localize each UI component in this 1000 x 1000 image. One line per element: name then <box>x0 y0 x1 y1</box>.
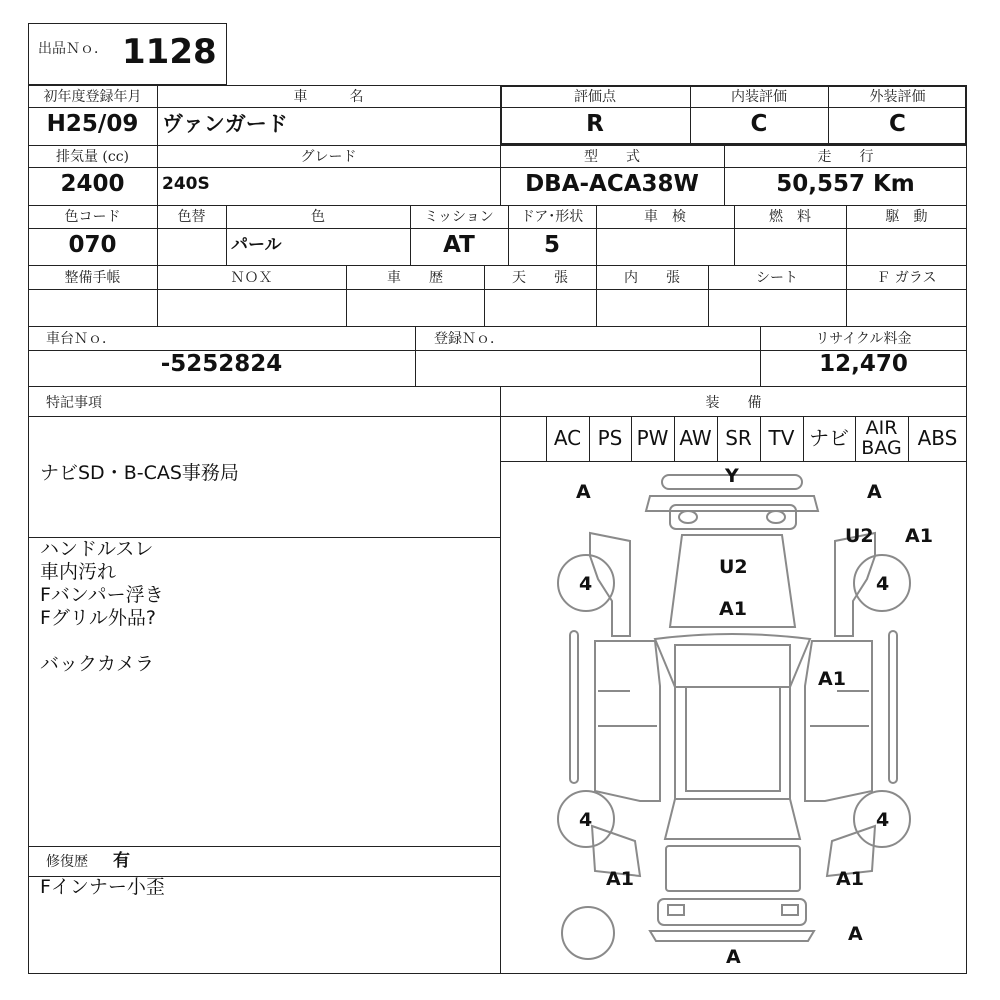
color-label: 色 <box>311 209 325 225</box>
equipment-airbag-line1: AIR <box>865 417 898 439</box>
model-label: 型 式 <box>584 149 640 165</box>
equipment-sr: SR <box>725 426 752 450</box>
door-shape-value: 5 <box>543 232 560 258</box>
equipment-airbag <box>855 418 908 458</box>
damage-hood-a1: A1 <box>719 598 747 620</box>
door-shape-label: ドア･形状 <box>520 209 584 225</box>
grade-label: グレード <box>300 149 357 165</box>
exterior-label: 外装評価 <box>869 89 926 105</box>
ceiling-label: 天 張 <box>512 270 568 286</box>
color-value: パール <box>231 235 282 255</box>
equipment-tv: TV <box>768 426 795 450</box>
score-value: R <box>586 111 604 137</box>
seat-label: シート <box>756 270 798 286</box>
maintenance-book-label: 整備手帳 <box>64 270 121 286</box>
first-reg-value: H25/09 <box>46 111 139 137</box>
f-glass-label: Ｆ ガラス <box>876 270 937 286</box>
note-line-1: ナビSD・B-CAS事務局 <box>40 462 239 484</box>
equipment-navi: ナビ <box>809 426 849 450</box>
equipment-ps: PS <box>597 426 623 450</box>
score-label: 評価点 <box>574 89 616 105</box>
lot-number-label: 出品Ｎｏ． <box>38 41 108 57</box>
history-label: 車 歴 <box>387 270 443 286</box>
damage-rear-right-a: A <box>848 923 863 945</box>
recycle-fee-label: リサイクル料金 <box>815 331 912 347</box>
displacement-label: 排気量 (cc) <box>55 149 130 165</box>
car-name-label: 車 名 <box>293 89 364 105</box>
color-code-label: 色コード <box>64 209 121 225</box>
exterior-value: C <box>889 111 906 137</box>
car-name-value: ヴァンガード <box>162 112 288 136</box>
note-line-4: Fバンパー浮き <box>40 584 164 606</box>
note-line-6: バックカメラ <box>40 653 155 675</box>
tire-rear-left: 4 <box>579 809 593 831</box>
note-line-2: ハンドルスレ <box>40 538 154 560</box>
drive-label: 駆 動 <box>885 209 928 225</box>
tire-front-left: 4 <box>579 573 593 595</box>
repair-history-value: 有 <box>113 851 130 871</box>
damage-right-a1: A1 <box>905 525 933 547</box>
notes-label: 特記事項 <box>46 395 102 411</box>
tire-front-right: 4 <box>876 573 890 595</box>
color-code-value: 070 <box>68 232 117 258</box>
damage-hood-u2: U2 <box>719 556 748 578</box>
model-value: DBA-ACA38W <box>525 171 699 197</box>
displacement-value: 2400 <box>60 171 125 197</box>
interior-label: 内装評価 <box>731 89 787 105</box>
inspection-label: 車 検 <box>644 209 686 225</box>
equipment-abs: ABS <box>917 426 958 450</box>
lot-number: 1128 <box>122 32 217 72</box>
fuel-label: 燃 料 <box>769 209 811 225</box>
recycle-fee-value: 12,470 <box>819 351 908 377</box>
equipment-airbag-line2: BAG <box>861 437 902 459</box>
tire-rear-right: 4 <box>876 809 890 831</box>
damage-front-right: A <box>867 481 882 503</box>
interior-value: C <box>750 111 768 137</box>
inner-lining-label: 内 張 <box>624 270 680 286</box>
equipment-label: 装 備 <box>705 395 762 411</box>
damage-front-center: Y <box>725 465 739 487</box>
color-change-label: 色替 <box>177 209 206 225</box>
damage-rear-center: A <box>726 946 741 968</box>
damage-right-u2: U2 <box>845 525 874 547</box>
mission-value: AT <box>443 232 475 258</box>
first-reg-label: 初年度登録年月 <box>43 89 142 105</box>
mileage-label: 走 行 <box>817 149 874 165</box>
chassis-no-value: -5252824 <box>160 351 283 377</box>
repair-history-label: 修復歴 <box>46 854 88 870</box>
equipment-aw: AW <box>679 426 712 450</box>
mission-label: ミッション <box>424 209 494 225</box>
damage-front-left: A <box>576 481 591 503</box>
note-line-5: Fグリル外品? <box>40 607 157 629</box>
repair-note: Fインナー小歪 <box>40 876 165 898</box>
damage-rear-right-a1: A1 <box>836 868 864 890</box>
grade-value: 240S <box>162 174 210 194</box>
note-line-3: 車内汚れ <box>40 561 117 583</box>
car-damage-diagram <box>500 461 967 974</box>
damage-rear-left-a1: A1 <box>606 868 634 890</box>
mileage-value: 50,557 Km <box>776 171 915 197</box>
damage-right-door-a1: A1 <box>818 668 846 690</box>
equipment-ac: AC <box>553 426 582 450</box>
nox-label: ＮＯＸ <box>230 270 273 286</box>
chassis-no-label: 車台Ｎｏ． <box>46 331 116 347</box>
reg-no-label: 登録Ｎｏ． <box>434 331 504 347</box>
equipment-pw: PW <box>636 426 669 450</box>
